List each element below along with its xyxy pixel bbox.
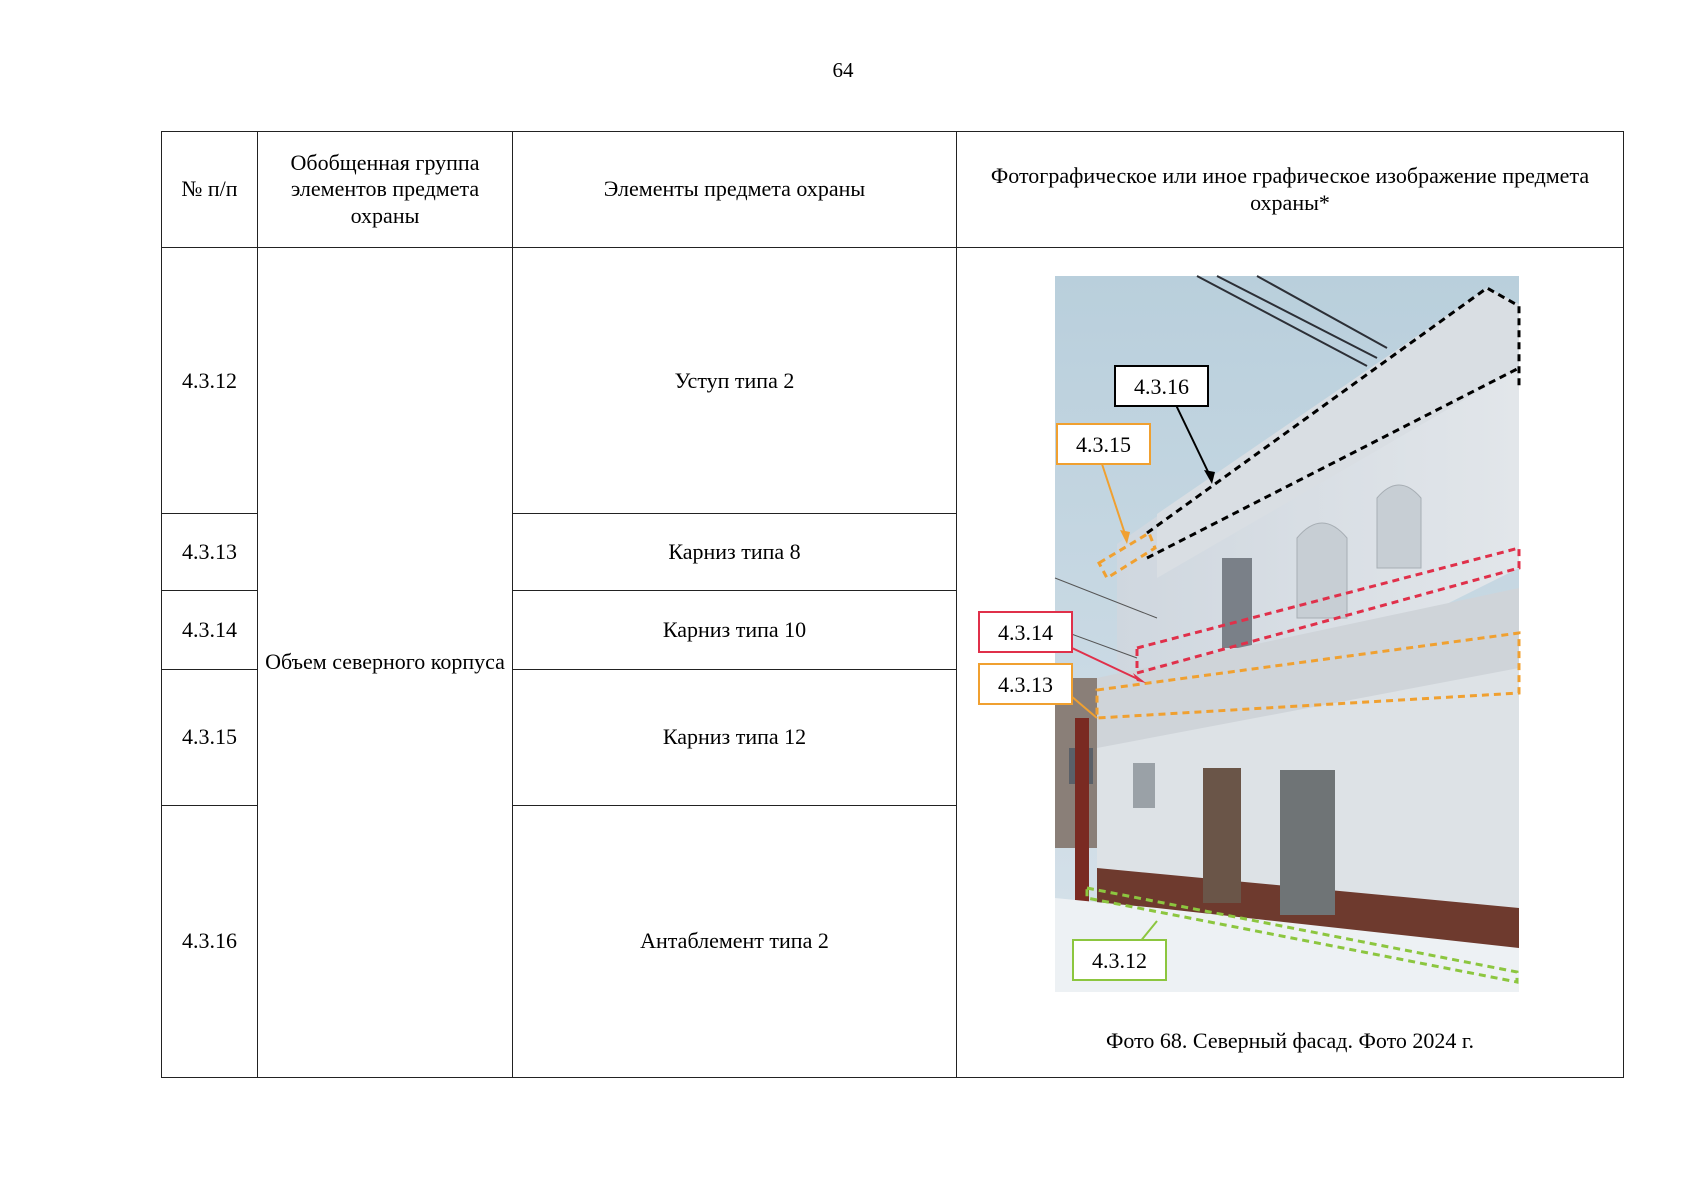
- door-right: [1280, 770, 1335, 915]
- svg-text:4.3.14: 4.3.14: [998, 620, 1053, 646]
- label-4-3-13: [979, 664, 1072, 704]
- svg-text:4.3.15: 4.3.15: [1076, 432, 1131, 458]
- svg-text:4.3.16: 4.3.16: [1134, 374, 1189, 400]
- row-num: 4.3.12: [162, 248, 258, 514]
- photo-wrap: [957, 248, 1623, 1077]
- label-4-3-14: [979, 612, 1072, 652]
- label-4-3-16: [1115, 366, 1208, 406]
- header-elements: Элементы предмета охраны: [513, 132, 957, 248]
- header-image: Фотографическое или иное графическое изображение предмета охраны*: [957, 132, 1624, 248]
- row-num: 4.3.16: [162, 805, 258, 1077]
- door-left: [1203, 768, 1241, 903]
- row-element: Карниз типа 10: [513, 591, 957, 669]
- photo-cell: [957, 248, 1624, 1078]
- table-header-row: [162, 132, 1624, 248]
- table-row: [162, 248, 1624, 514]
- page-number: 64: [832, 58, 854, 82]
- facade-photo: [957, 248, 1621, 1078]
- header-group: Обобщенная группа элементов предмета охраны: [258, 132, 513, 248]
- row-element: Уступ типа 2: [513, 248, 957, 514]
- photo-caption: Фото 68. Северный фасад. Фото 2024 г.: [1106, 1028, 1474, 1054]
- label-4-3-12: [1073, 940, 1166, 980]
- header-num: № п/п: [162, 132, 258, 248]
- svg-text:4.3.12: 4.3.12: [1092, 948, 1147, 974]
- row-num: 4.3.14: [162, 591, 258, 669]
- label-4-3-15: [1057, 424, 1150, 464]
- row-num: 4.3.13: [162, 514, 258, 591]
- row-element: Карниз типа 12: [513, 669, 957, 805]
- group-cell: Объем северного корпуса: [258, 248, 513, 1078]
- protection-elements-table: [161, 131, 1624, 1078]
- row-element: Карниз типа 8: [513, 514, 957, 591]
- window-upper: [1222, 558, 1252, 648]
- svg-text:4.3.13: 4.3.13: [998, 672, 1053, 698]
- row-num: 4.3.15: [162, 669, 258, 805]
- row-element: Антаблемент типа 2: [513, 805, 957, 1077]
